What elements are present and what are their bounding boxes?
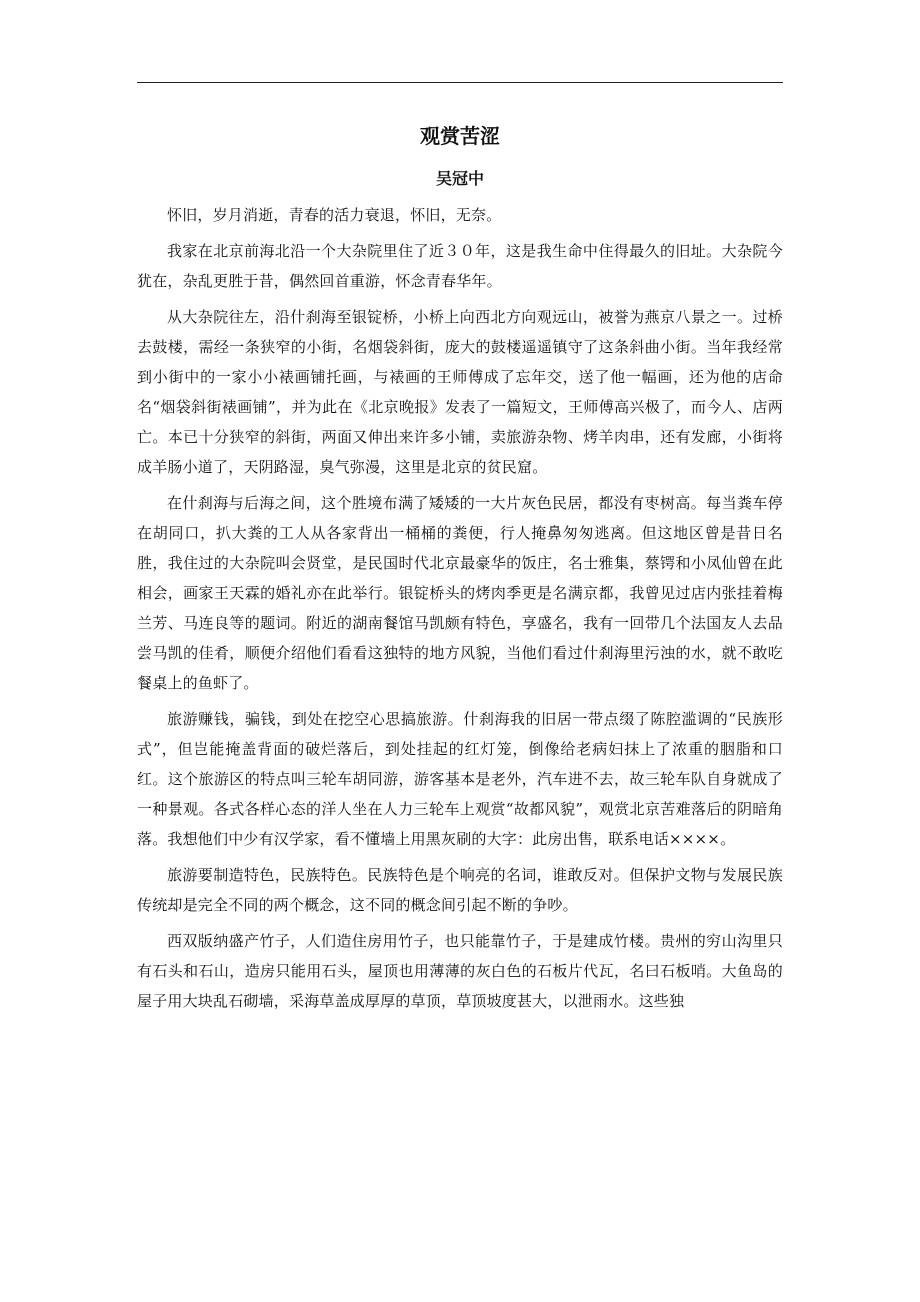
article-body [137,200,783,1022]
article-author: 吴冠中 [435,169,484,188]
paragraph: 西双版纳盛产竹子，人们造住房用竹子，也只能靠竹子，于是建成竹楼。贵州的穷山沟里只有石头和石山，造房只能用石头，屋顶也用薄薄的灰白色的石板片代瓦，名曰石板哨。大鱼岛的屋子用大块乱石砌墙，采海草盖成厚厚的草顶，草顶坡度甚大，以泄雨水。这些独 [137,932,783,1010]
article-title: 观赏苦涩 [420,124,500,148]
paragraph: 在什刹海与后海之间，这个胜境布满了矮矮的一大片灰色民居，都没有枣树高。每当粪车停在胡同口，扒大粪的工人从各家背出一桶桶的粪便，行人掩鼻匆匆逃离。但这地区曾是昔日名胜，我住过的大杂院叫会贤堂，是民国时代北京最豪华的饭庄，名士雅集，蔡锷和小凤仙曾在此相会，画家王天霖的婚礼亦在此举行。银锭桥头的烤肉季更是名满京都，我曾见过店内张挂着梅兰芳、马连良等的题词。附近的湖南餐馆马凯颇有特色，享盛名，我有一回带几个法国友人去品尝马凯的佳肴，顺便介绍他们看看这独特的地方风貌，当他们看过什刹海里污浊的水，就不敢吃餐桌上的鱼虾了。 [137,494,783,692]
paragraph: 我家在北京前海北沿一个大杂院里住了近３０年，这是我生命中住得最久的旧址。大杂院今犹在，杂乱更胜于昔，偶然回首重游，怀念青春华年。 [137,242,783,290]
paragraph: 从大杂院往左，沿什刹海至银锭桥，小桥上向西北方向观远山，被誉为燕京八景之一。过桥去鼓楼，需经一条狭窄的小街，名烟袋斜街，庞大的鼓楼遥遥镇守了这条斜曲小街。当年我经常到小街中的一家小小裱画铺托画，与裱画的王师傅成了忘年交，送了他一幅画，还为他的店命名“烟袋斜街裱画铺”，并为此在《北京晚报》发表了一篇短文，王师傅高兴极了，而今人、店两亡。本已十分狭窄的斜街，两面又伸出来许多小铺，卖旅游杂物、烤羊肉串，还有发廊，小街将成羊肠小道了，天阴路湿，臭气弥漫，这里是北京的贫民窟。 [137,308,783,476]
header-rule [137,82,783,83]
paragraph: 怀旧，岁月消逝，青春的活力衰退，怀旧，无奈。 [167,206,502,224]
paragraph: 旅游赚钱，骗钱，到处在挖空心思搞旅游。什刹海我的旧居一带点缀了陈腔滥调的“民族形式”，但岂能掩盖背面的破烂落后，到处挂起的红灯笼，倒像给老病妇抹上了浓重的胭脂和口红。这个旅游区的特点叫三轮车胡同游，游客基本是老外，汽车进不去，故三轮车队自身就成了一种景观。各式各样心态的洋人坐在人力三轮车上观赏“故都风貌”，观赏北京苦难落后的阴暗角落。我想他们中少有汉学家，看不懂墙上用黑灰刷的大字：此房出售，联系电话××××。 [137,710,783,848]
paragraph: 旅游要制造特色，民族特色。民族特色是个响亮的名词，谁敢反对。但保护文物与发展民族传统却是完全不同的两个概念，这不同的概念间引起不断的争吵。 [137,866,783,914]
